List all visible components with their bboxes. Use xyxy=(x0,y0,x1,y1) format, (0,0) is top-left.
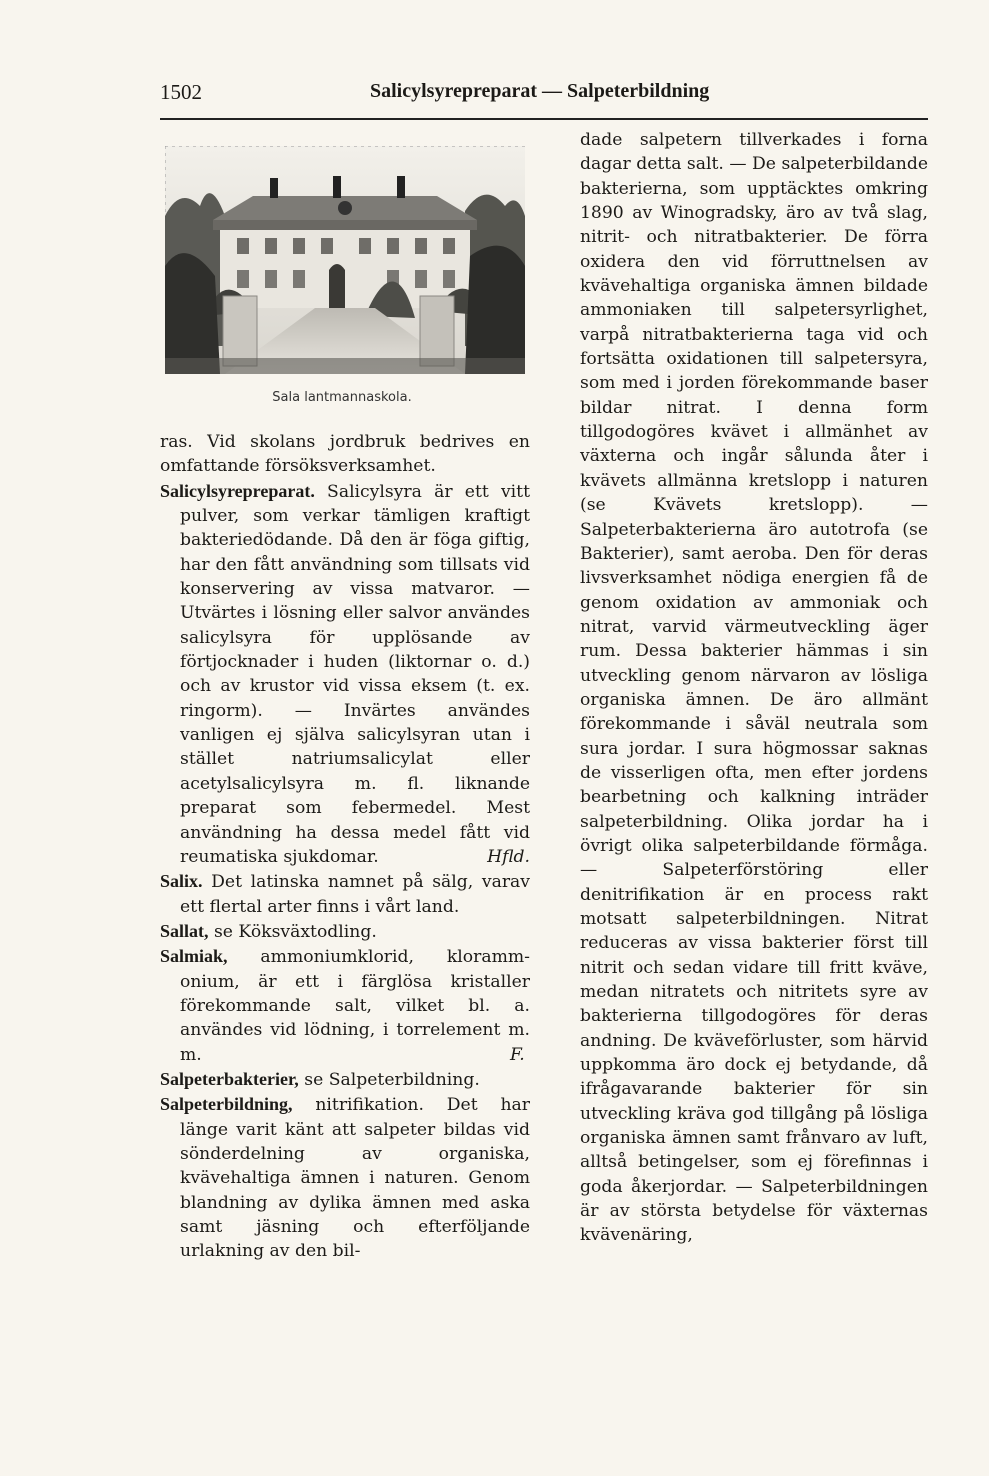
entry-sallat xyxy=(160,919,530,944)
right-column-text: dade salpetern tillverkades i forna dagar detta salt. — De salpeterbildande bakterierna, som upptäcktes omkring 1890 av Winogradsky, äro av två slag, nitrit- och nitratbakterier. De förra oxidera den vid förruttnelsen av kvävehaltiga organiska ämnen bildade ammoniaken till salpetersyrlighet, varpå nitratbakterierna taga vid och fortsätta oxidationen till salpetersyra, som med i jorden förekommande baser bildar nitrat. I denna form tillgodogöres kvävet i allmänhet av växterna och ingår sålunda åter i kvävets allmänna kretslopp i naturen (se Kvävets kretslopp). — Salpeterbakterierna äro autotrofa (se Bakterier), samt aeroba. Den för deras livsverksamhet nödiga energien få de genom oxidation av ammoniak och nitrat, varvid värmeutveckling äger rum. Dessa bakterier hämmas i sin utveckling genom närvaron av lösliga organiska ämnen. De äro allmänt förekommande i såväl neutrala som sura jordar. I sura högmossar saknas de visserligen ofta, men efter jordens bearbetning och kalkning inträder salpeterbildning. Olika jordar ha i övrigt olika salpeterbildande förmåga. — Salpeterförstöring eller denitrifikation är en process rakt motsatt salpeterbildningen. Nitrat reduceras av vissa bakterier först till nitrit och sedan vidare till fritt kväve, medan nitratets och nitritets syre av bakterierna tillgodogöres för deras andning. De kväveförluster, som härvid uppkomma äro dock ej betydande, då ifrågavarande bakterier för sin utveckling kräva god tillgång på lösliga organiska ämnen samt frånvaro av luft, alltså betingelser, som ej förefinnas i goda åkerjordar. — Salpeterbildningen är av största betydelse för växternas kvävenäring, xyxy=(580,130,928,1246)
entry-salpeterbildning xyxy=(160,1092,530,1263)
page-header xyxy=(160,80,752,112)
entry-salix xyxy=(160,869,530,919)
entry-salpeterbakterier xyxy=(160,1067,530,1092)
entry-text: se Köksväxtodling. xyxy=(208,921,377,942)
entry-salmiak: Salmiak, ammoniumklorid, kloramm-onium, är ett i färglösa kristaller förekommande salt, vilket bl. a. användes vid lödning, i torrelement m. m. F. xyxy=(160,946,530,1065)
right-column xyxy=(580,128,928,1248)
continuation-text: ras. Vid skolans jordbruk bedrives en omfattande försöksverksamhet. xyxy=(160,432,530,477)
entry-lemma: Salpeterbakterier, xyxy=(160,1068,299,1089)
entry-lemma: Sallat, xyxy=(160,920,209,941)
entry-salicylsyrepreparat xyxy=(160,479,530,870)
header-rule xyxy=(160,118,928,120)
entry-text: se Salpeterbildning. xyxy=(298,1069,480,1090)
entry-lemma: Salix. xyxy=(160,871,203,892)
entry-text: nitrifikation. Det har länge varit känt att salpeter bildas vid sönderdelning av organiska, kvävehaltiga ämnen i naturen. Genom blandning av dylika ämnen med aska samt jäsning och efterföljande urlakning av den bil- xyxy=(180,1095,530,1262)
author-signature: Hfld. xyxy=(487,846,530,867)
figure-caption: Sala lantmannaskola. xyxy=(272,390,412,405)
entry-text: Det latinska namnet på sälg, varav ett flertal arter finns i vårt land. xyxy=(180,872,530,917)
running-head: Salicylsyrepreparat — Salpeterbildning xyxy=(370,80,710,102)
entry-lemma: Salicylsyrepreparat. xyxy=(160,480,315,501)
building-photo xyxy=(165,146,525,374)
entry-text: Salicylsyra är ett vitt pulver, som verkar tämligen kraftigt bakteriedödande. Då den är föga giftig, har den fått användning som tillsats vid konservering av vissa matvaror. — Utvärtes i lösning eller salvor användes salicylsyra för upplösande av förtjocknader i huden (liktornar o. d.) och av krustor vid vissa eksem (t. ex. ringorm). — Invärtes användes vanligen ej själva salicylsyran utan i stället natriumsalicylat eller acetylsalicylsyra m. fl. liknande preparat som febermedel. Mest användning ha dessa medel fått vid reumatiska sjukdomar. xyxy=(180,481,530,867)
entry-text: ammoniumklorid, kloramm-onium, är ett i färglösa kristaller förekommande salt, vilket bl. a. användes vid lödning, i torrelement m. m. xyxy=(180,947,530,1065)
entry-lemma: Salmiak, xyxy=(160,946,228,967)
left-column xyxy=(160,430,530,1264)
photo-sala-lantmannaskola xyxy=(165,146,525,374)
page-number: 1502 xyxy=(160,80,202,104)
entry-lemma: Salpeterbildning, xyxy=(160,1094,293,1115)
